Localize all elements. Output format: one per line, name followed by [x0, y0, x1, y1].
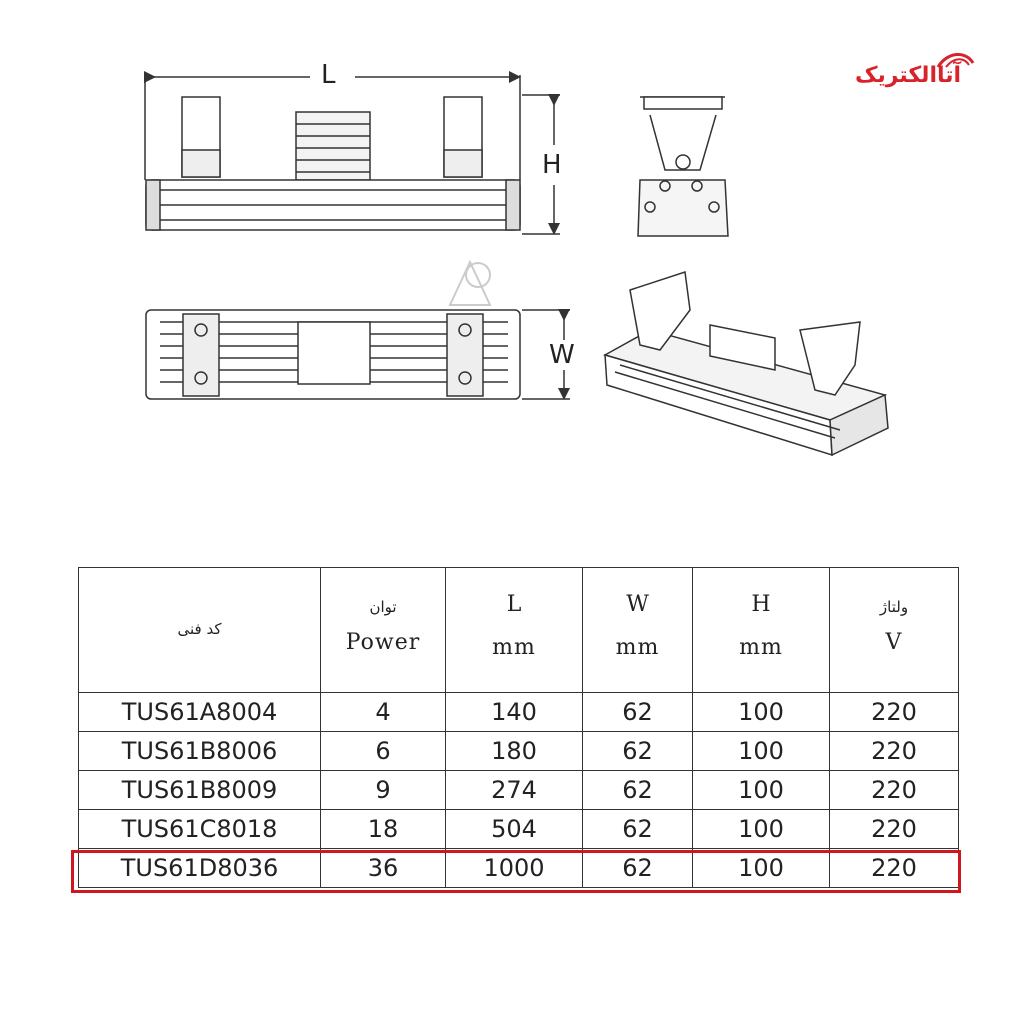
cell-power: 4 — [321, 693, 446, 732]
brand-logo — [838, 45, 978, 100]
header-length — [446, 568, 583, 693]
cell-length: 274 — [446, 771, 583, 810]
height-label: H — [542, 150, 562, 180]
cell-width: 62 — [583, 849, 693, 888]
header-power-fa: توان — [369, 598, 397, 616]
specification-table — [78, 567, 959, 888]
table-header-row — [79, 568, 959, 693]
isometric-view — [605, 272, 888, 455]
header-width — [583, 568, 693, 693]
cell-voltage: 220 — [830, 849, 959, 888]
cell-height: 100 — [693, 732, 830, 771]
cell-length: 1000 — [446, 849, 583, 888]
header-length-top: L — [506, 592, 522, 617]
cell-code: TUS61A8004 — [79, 693, 321, 732]
cell-height: 100 — [693, 693, 830, 732]
cell-power: 36 — [321, 849, 446, 888]
cell-length: 504 — [446, 810, 583, 849]
table-row — [79, 732, 959, 771]
cell-power: 6 — [321, 732, 446, 771]
logo-text: آتاالکتریک — [854, 63, 962, 88]
header-height-top: H — [751, 592, 771, 617]
cell-width: 62 — [583, 732, 693, 771]
header-code — [79, 568, 321, 693]
front-view — [145, 75, 560, 234]
cell-voltage: 220 — [830, 693, 959, 732]
cell-power: 18 — [321, 810, 446, 849]
cell-width: 62 — [583, 693, 693, 732]
header-width-top: W — [626, 592, 649, 617]
table-row-highlighted — [79, 849, 959, 888]
header-voltage — [830, 568, 959, 693]
header-height-unit: mm — [739, 635, 783, 660]
table-row — [79, 810, 959, 849]
header-length-unit: mm — [492, 635, 536, 660]
header-voltage-en: V — [885, 630, 903, 655]
cell-height: 100 — [693, 849, 830, 888]
top-view — [146, 310, 570, 399]
header-code-fa: کد فنی — [177, 620, 222, 638]
side-view — [638, 97, 728, 236]
watermark-logo — [450, 262, 490, 305]
header-width-unit: mm — [615, 635, 660, 660]
header-power-en: Power — [345, 630, 421, 655]
cell-height: 100 — [693, 771, 830, 810]
cell-code: TUS61C8018 — [79, 810, 321, 849]
cell-voltage: 220 — [830, 810, 959, 849]
header-power — [321, 568, 446, 693]
cell-code: TUS61B8006 — [79, 732, 321, 771]
cell-height: 100 — [693, 810, 830, 849]
cell-voltage: 220 — [830, 771, 959, 810]
header-height — [693, 568, 830, 693]
cell-length: 140 — [446, 693, 583, 732]
cell-voltage: 220 — [830, 732, 959, 771]
header-voltage-fa: ولتاژ — [879, 598, 909, 616]
cell-power: 9 — [321, 771, 446, 810]
cell-length: 180 — [446, 732, 583, 771]
cell-code: TUS61B8009 — [79, 771, 321, 810]
width-label: W — [549, 340, 575, 370]
cell-width: 62 — [583, 771, 693, 810]
table-row — [79, 693, 959, 732]
cell-width: 62 — [583, 810, 693, 849]
length-label: L — [321, 60, 336, 90]
table-row — [79, 771, 959, 810]
cell-code: TUS61D8036 — [79, 849, 321, 888]
